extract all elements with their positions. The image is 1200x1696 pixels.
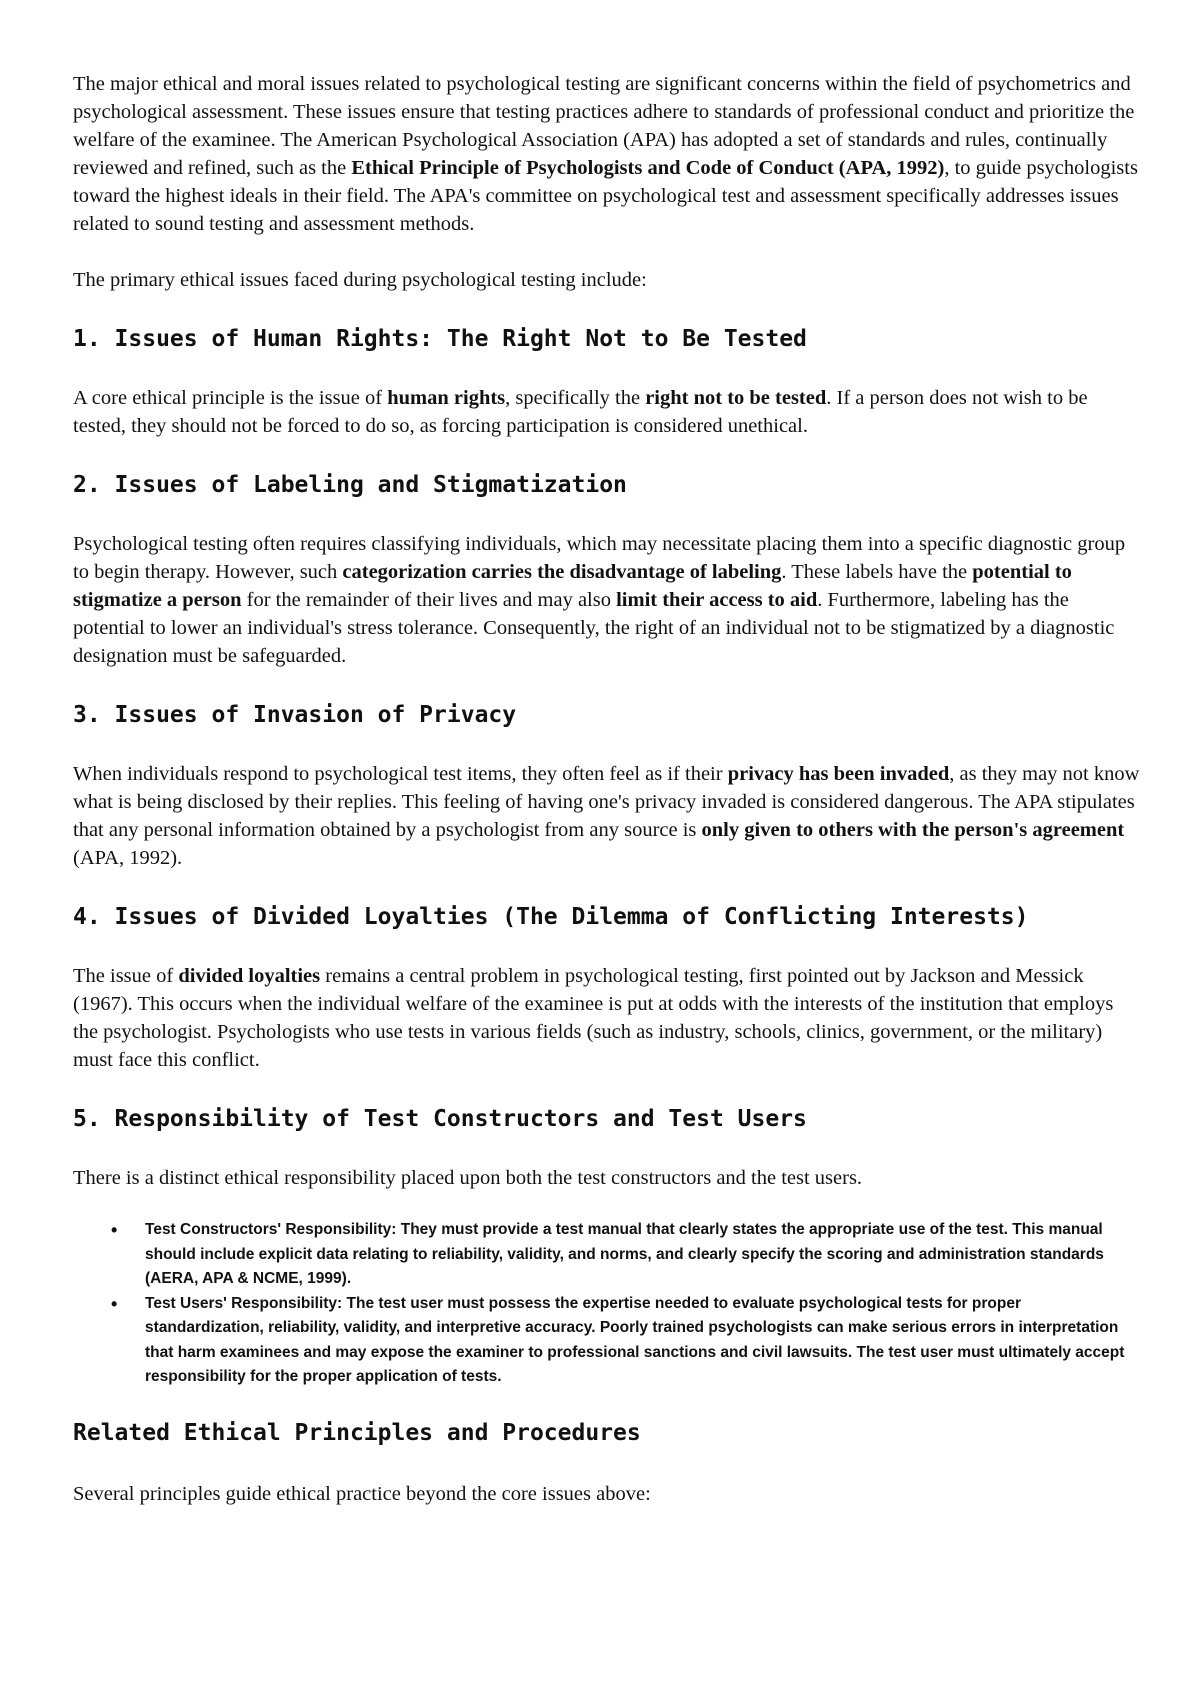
bullet-icon: • [111, 1220, 118, 1240]
lead-paragraph: The primary ethical issues faced during psychological testing include: [73, 269, 647, 291]
section-4-body: The issue of divided loyalties remains a central problem in psychological testing, first pointed out by Jackson and Messick (1967). This occurs when the individual welfare of the examinee is put at odds with the interests of the institution that employs the psychologist. Psychologists who use tests in various fields (such as industry, schools, clinics, government, or the military) must face this conflict. [73, 965, 1114, 1071]
intro-paragraph [73, 70, 1143, 238]
intro-text: The major ethical and moral issues related to psychological testing are significant concerns within the field of psychometrics and psychological assessment. These issues ensure that testing practices adhere to standards of professional conduct and prioritize the welfare of the examinee. The American Psychological Association (APA) has adopted a set of standards and rules, continually reviewed and refined, such as the [73, 73, 1135, 179]
responsibility-list [73, 1218, 1143, 1390]
section-2-body: Psychological testing often requires classifying individuals, which may necessitate placing them into a specific diagnostic group to begin therapy. However, such categorization carries the disadvantage of labeling. These labels have the potential to stigmatize a person for the remainder of their lives and may also limit their access to aid. Furthermore, labeling has the potential to lower an individual's stress tolerance. Consequently, the right of an individual not to be stigmatized by a diagnostic designation must be safeguarded. [73, 533, 1126, 667]
list-item: • Test Users' Responsibility: The test user must possess the expertise needed to evaluate psychological tests for proper standardization, reliability, validity, and interpretive accuracy. Poorly trained psychologists can make serious errors in interpretation that harm examinees and may expose the examiner to professional sanctions and civil lawsuits. The test user must ultimately accept responsibility for the proper application of tests. [111, 1293, 1125, 1385]
intro-text-end: , to guide psychologists toward the highest ideals in their field. The APA's committee on psychological test and assessment specifically addresses issues related to sound testing and assessment methods. [73, 157, 1138, 235]
related-principles-heading: Related Ethical Principles and Procedures [73, 1419, 641, 1446]
section-1-heading: 1. Issues of Human Rights: The Right Not to Be Tested [73, 326, 807, 352]
section-4-heading: 4. Issues of Divided Loyalties (The Dilemma of Conflicting Interests) [73, 904, 1029, 930]
section-5-heading: 5. Responsibility of Test Constructors and Test Users [73, 1106, 807, 1132]
section-1-body: A core ethical principle is the issue of human rights, specifically the right not to be tested. If a person does not wish to be tested, they should not be forced to do so, as forcing participation is considered unethical. [73, 387, 1088, 437]
section-2-heading: 2. Issues of Labeling and Stigmatization [73, 472, 627, 498]
section-5-body: There is a distinct ethical responsibility placed upon both the test constructors and the test users. [73, 1167, 863, 1189]
closing-paragraph: Several principles guide ethical practice beyond the core issues above: [73, 1482, 651, 1505]
section-3-heading: 3. Issues of Invasion of Privacy [73, 702, 517, 728]
bullet-icon: • [111, 1293, 118, 1314]
list-item: • Test Constructors' Responsibility: They must provide a test manual that clearly states the appropriate use of the test. This manual should include explicit data relating to reliability, validity, and norms, and clearly specify the scoring and administration standards (AERA, APA & NCME, 1999). [111, 1220, 1104, 1287]
document-page [73, 70, 1143, 1508]
section-3-body: When individuals respond to psychological test items, they often feel as if their privacy has been invaded, as they may not know what is being disclosed by their replies. This feeling of having one's privacy invaded is considered dangerous. The APA stipulates that any personal information obtained by a psychologist from any source is only given to others with the person's agreement (APA, 1992). [73, 763, 1140, 869]
intro-bold-code-of-conduct: Ethical Principle of Psychologists and Code of Conduct (APA, 1992) [351, 157, 945, 179]
